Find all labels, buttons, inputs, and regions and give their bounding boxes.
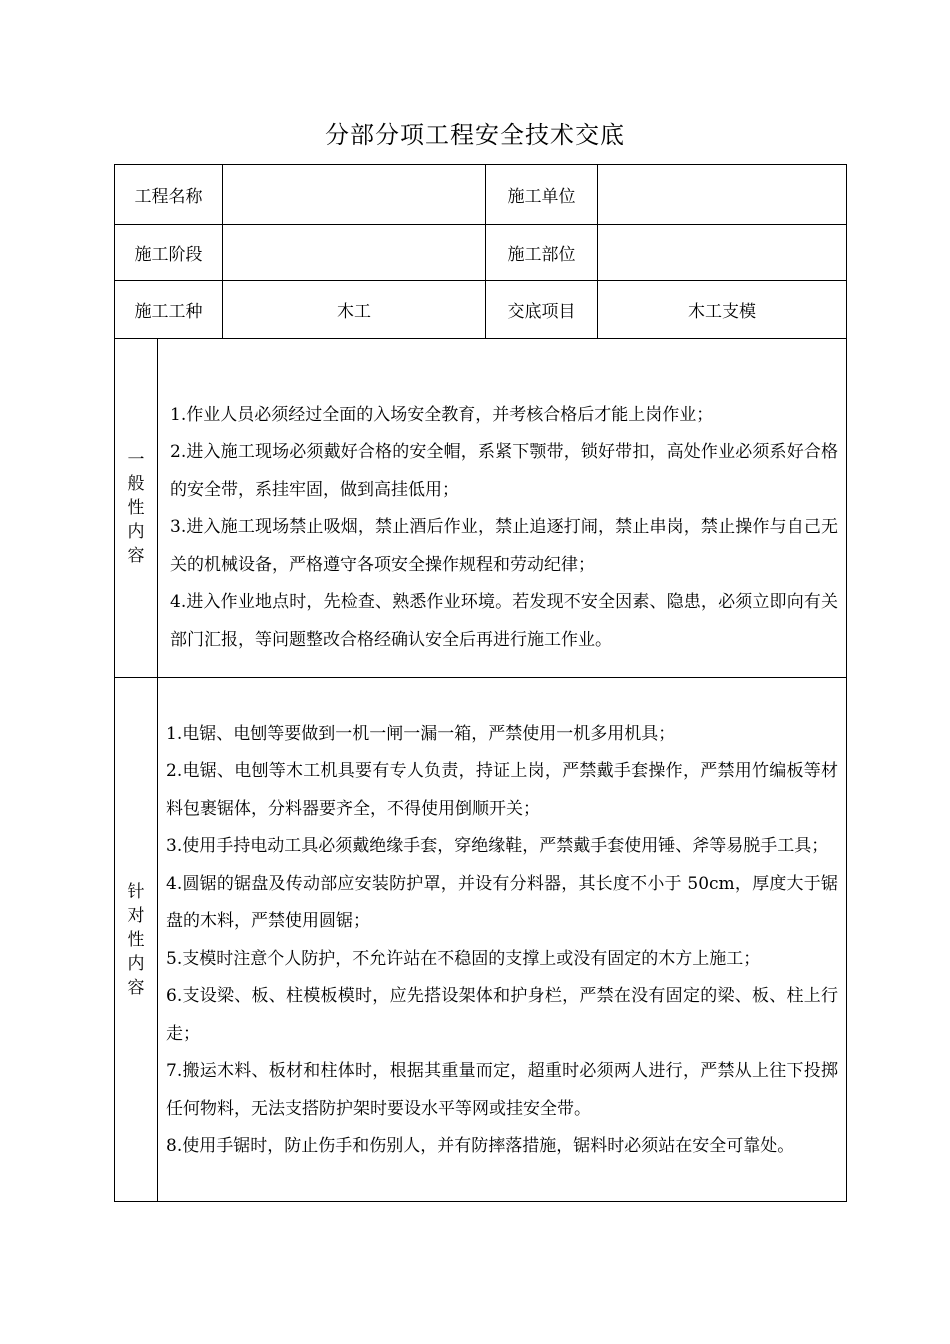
general-item: 1.作业人员必须经过全面的入场安全教育，并考核合格后才能上岗作业； [170,404,714,425]
construction-stage-field[interactable] [223,225,486,281]
specific-item: 5.支模时注意个人防护，不允许站在不稳固的支撑上或没有固定的木方上施工； [166,948,761,969]
specific-content-row [115,678,847,1202]
form-row-worktype [115,281,847,339]
briefing-form-table [114,164,847,1202]
work-type-label: 施工工种 [115,281,223,339]
construction-part-label: 施工部位 [486,225,598,281]
briefing-item-field[interactable]: 木工支模 [598,281,847,339]
specific-label-text: 针 对 性 内 容 [127,881,145,998]
general-content-row [115,339,847,678]
form-row-stage [115,225,847,281]
construction-unit-label: 施工单位 [486,165,598,225]
general-label-text: 一 般 性 内 容 [127,450,145,566]
form-row-project [115,165,847,225]
work-type-field[interactable]: 木工 [223,281,486,339]
general-item: 4.进入作业地点时，先检查、熟悉作业环境。若发现不安全因素、隐患，必须立即向有关部门汇报，等问题整改合格经确认安全后再进行施工作业。 [170,592,838,650]
specific-content-cell [158,678,847,1202]
specific-item: 7.搬运木料、板材和柱体时，根据其重量而定，超重时必须两人进行，严禁从上往下投掷任何物料，无法支搭防护架时要设水平等网或挂安全带。 [166,1061,838,1119]
project-name-label: 工程名称 [115,165,223,225]
specific-content-label [115,678,158,1202]
general-item: 3.进入施工现场禁止吸烟，禁止酒后作业，禁止追逐打闹，禁止串岗，禁止操作与自己无关的机械设备，严格遵守各项安全操作规程和劳动纪律； [170,517,838,575]
general-content-label [115,339,158,678]
specific-item: 6.支设梁、板、柱模板模时，应先搭设架体和护身栏，严禁在没有固定的梁、板、柱上行走； [166,986,838,1044]
construction-stage-label: 施工阶段 [115,225,223,281]
general-item: 2.进入施工现场必须戴好合格的安全帽，系紧下颚带，锁好带扣，高处作业必须系好合格的安全带，系挂牢固，做到高挂低用； [170,442,838,500]
construction-part-field[interactable] [598,225,847,281]
project-name-field[interactable] [223,165,486,225]
specific-item: 3.使用手持电动工具必须戴绝缘手套，穿绝缘鞋，严禁戴手套使用锤、斧等易脱手工具； [166,836,829,856]
specific-item: 2.电锯、电刨等木工机具要有专人负责，持证上岗，严禁戴手套操作，严禁用竹编板等材料包裹锯体，分料器要齐全，不得使用倒顺开关； [166,761,838,819]
specific-item: 8.使用手锯时，防止伤手和伤别人，并有防摔落措施，锯料时必须站在安全可靠处。 [166,1136,795,1156]
construction-unit-field[interactable] [598,165,847,225]
specific-item: 1.电锯、电刨等要做到一机一闸一漏一箱，严禁使用一机多用机具； [166,723,676,744]
document-title: 分部分项工程安全技术交底 [325,121,625,149]
general-content-cell [158,339,847,678]
specific-item: 4.圆锯的锯盘及传动部应安装防护罩，并设有分料器，其长度不小于 50cm，厚度大于锯盘的木料，严禁使用圆锯； [166,873,838,931]
briefing-item-label: 交底项目 [486,281,598,339]
